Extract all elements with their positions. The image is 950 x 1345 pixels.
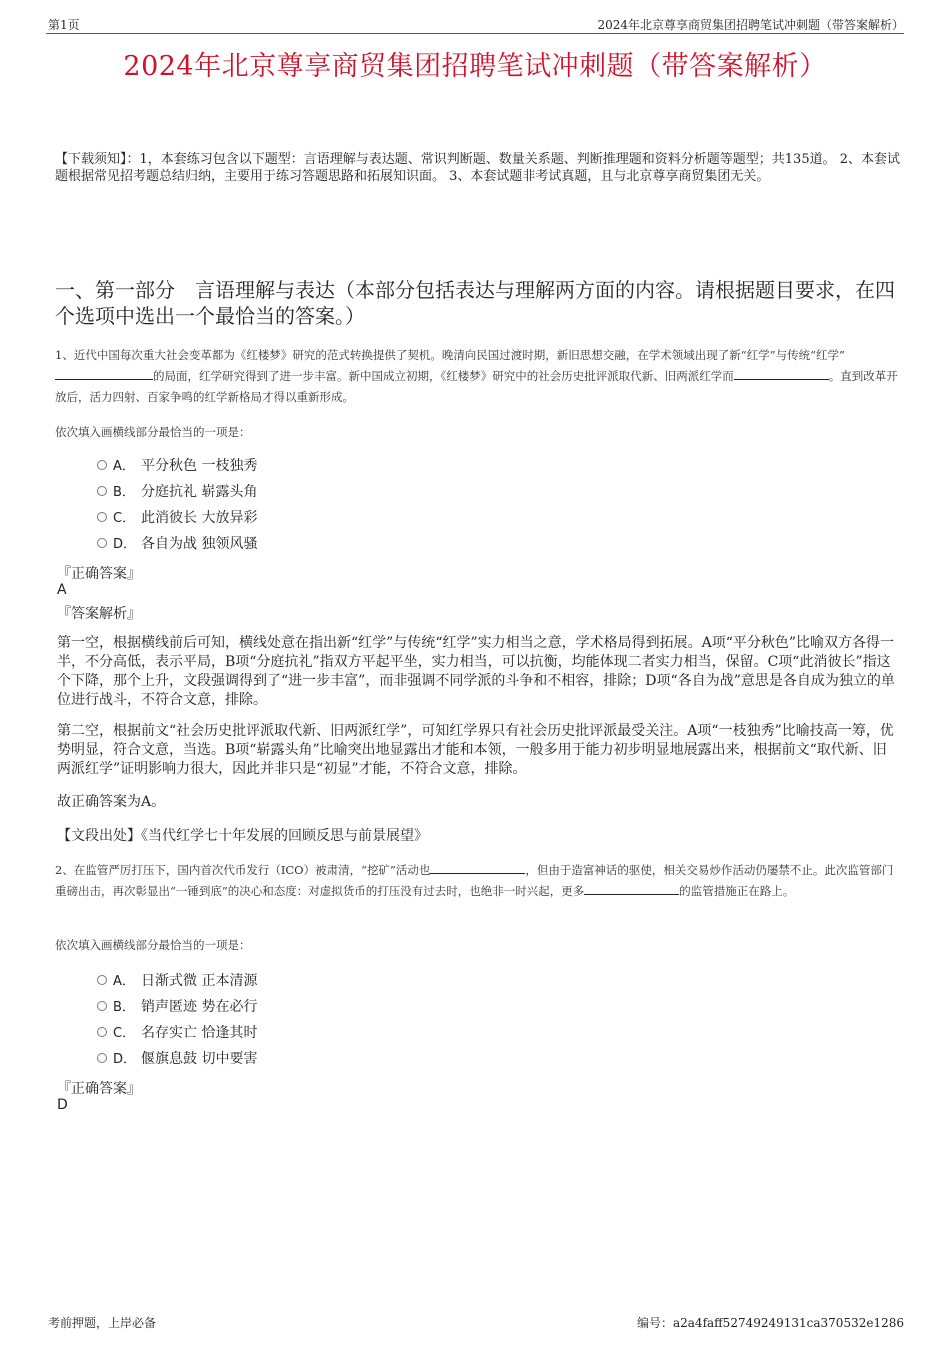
option-text: 各自为战 独领风骚 (141, 536, 258, 552)
q1-stem-part-a: 1、近代中国每次重大社会变革都为《红楼梦》研究的范式转换提供了契机。晚清向民国过渡时期，新旧思想交融，在学术领域出现了新“红学”与传统“红学” (55, 348, 845, 362)
section-heading: 一、第一部分 言语理解与表达（本部分包括表达与理解两方面的内容。请根据题目要求，在四个选项中选出一个最恰当的答案。） (55, 278, 895, 328)
q1-source: 【文段出处】《当代红学七十年发展的回顾反思与前景展望》 (57, 828, 428, 844)
radio-icon[interactable] (97, 1027, 107, 1037)
q2-option-b[interactable] (97, 997, 257, 1017)
option-letter: C． (113, 511, 136, 526)
q1-conclusion: 故正确答案为A。 (57, 794, 166, 810)
footer-doc-id: 编号：a2a4faff52749249131ca370532e1286 (636, 1316, 904, 1330)
radio-icon[interactable] (97, 1001, 107, 1011)
q1-option-d[interactable] (97, 534, 257, 554)
q1-option-a[interactable] (97, 456, 257, 476)
radio-icon[interactable] (97, 460, 107, 470)
option-text: 销声匿迹 势在必行 (141, 999, 258, 1015)
q2-option-d[interactable] (97, 1049, 257, 1069)
q2-prompt: 依次填入画横线部分最恰当的一项是： (55, 938, 251, 952)
option-text: 名存实亡 恰逢其时 (141, 1025, 258, 1041)
q1-answer: A (57, 582, 67, 598)
running-title: 2024年北京尊享商贸集团招聘笔试冲刺题（带答案解析） (597, 18, 904, 32)
download-notice: 【下载须知】：1，本套练习包含以下题型：言语理解与表达题、常识判断题、数量关系题、判断推理题和资料分析题等题型；共135道。 2、本套试题根据常见招考题总结归纳，主要用于练习答题思路和拓展知识面。 3、本套试题非考试真题，且与北京尊享商贸集团无关。 (55, 152, 900, 184)
option-text: 平分秋色 一枝独秀 (141, 458, 258, 474)
q1-stem-part-b: 的局面，红学研究得到了进一步丰富。新中国成立初期，《红楼梦》研究中的社会历史批评派取代新、旧两派红学而 (153, 369, 734, 383)
q1-analysis-label: 『答案解析』 (57, 606, 141, 622)
q1-analysis-1: 第一空，根据横线前后可知，横线处意在指出新“红学”与传统“红学”实力相当之意，学术格局得到拓展。A项“平分秋色”比喻双方各得一半，不分高低，表示平局，B项“分庭抗礼”指双方平起平坐，实力相当，可以抗衡，均能体现二者实力相当，保留。C项“此消彼长”指这个下降，那个上升，文段强调得到了“进一步丰富”，而非强调不同学派的斗争和不相容，排除；D项“各自为战”意思是各自成为独立的单位进行战斗，不符合文意，排除。 (57, 635, 895, 708)
q1-option-b[interactable] (97, 482, 257, 502)
q2-stem-part-c: 的监管措施正在路上。 (679, 884, 795, 898)
q2-stem-part-b: ，但由于造富神话的驱使，相关交易炒作活动仍屡禁不止。此次监管部门重磅出击，再次彰显出“一锤到底”的决心和态度：对虚拟货币的打压没有过去时，也绝非一时兴起，更多 (55, 863, 894, 898)
option-text: 此消彼长 大放异彩 (141, 510, 258, 526)
option-letter: D． (113, 1052, 137, 1067)
q1-stem-part-c: 。直到改革开放后，活力四射、百家争鸣的红学新格局才得以重新形成。 (55, 369, 898, 404)
option-letter: C． (113, 1026, 136, 1041)
q2-answer-label: 『正确答案』 (57, 1081, 141, 1097)
radio-icon[interactable] (97, 512, 107, 522)
page-title: 2024年北京尊享商贸集团招聘笔试冲刺题（带答案解析） (123, 51, 827, 82)
radio-icon[interactable] (97, 975, 107, 985)
q2-option-c[interactable] (97, 1023, 257, 1043)
q1-option-c[interactable] (97, 508, 257, 528)
q2-option-a[interactable] (97, 971, 257, 991)
question-1-stem (55, 345, 900, 408)
option-letter: A． (113, 459, 135, 474)
option-text: 分庭抗礼 崭露头角 (141, 484, 258, 500)
option-letter: A． (113, 974, 135, 989)
option-text: 日渐式微 正本清源 (141, 973, 258, 989)
q1-blank-1 (55, 367, 153, 380)
q2-answer: D (57, 1097, 68, 1113)
q2-blank-1 (430, 861, 525, 874)
q1-answer-label: 『正确答案』 (57, 566, 141, 582)
radio-icon[interactable] (97, 538, 107, 548)
option-text: 偃旗息鼓 切中要害 (141, 1051, 258, 1067)
option-letter: D． (113, 537, 137, 552)
footer-slogan: 考前押题，上岸必备 (48, 1316, 157, 1330)
question-2-stem (55, 860, 900, 902)
q1-analysis-2: 第二空，根据前文“社会历史批评派取代新、旧两派红学”，可知红学界只有社会历史批评派最受关注。A项“一枝独秀”比喻技高一筹，优势明显，符合文意，当选。B项“崭露头角”比喻突出地显露出才能和本领，一般多用于能力初步明显地展露出来，根据前文“取代新、旧两派红学”证明影响力很大，因此并非只是“初显”才能，不符合文意，排除。 (57, 723, 894, 777)
q2-stem-part-a: 2、在监管严厉打压下，国内首次代币发行（ICO）被肃清，“挖矿”活动也 (55, 863, 431, 877)
q2-blank-2 (584, 882, 679, 895)
option-letter: B． (113, 1000, 135, 1015)
q1-prompt: 依次填入画横线部分最恰当的一项是： (55, 425, 251, 439)
option-letter: B． (113, 485, 135, 500)
header-divider (46, 33, 904, 34)
q1-blank-2 (734, 367, 829, 380)
radio-icon[interactable] (97, 1053, 107, 1063)
page-number: 第1页 (48, 18, 80, 32)
radio-icon[interactable] (97, 486, 107, 496)
